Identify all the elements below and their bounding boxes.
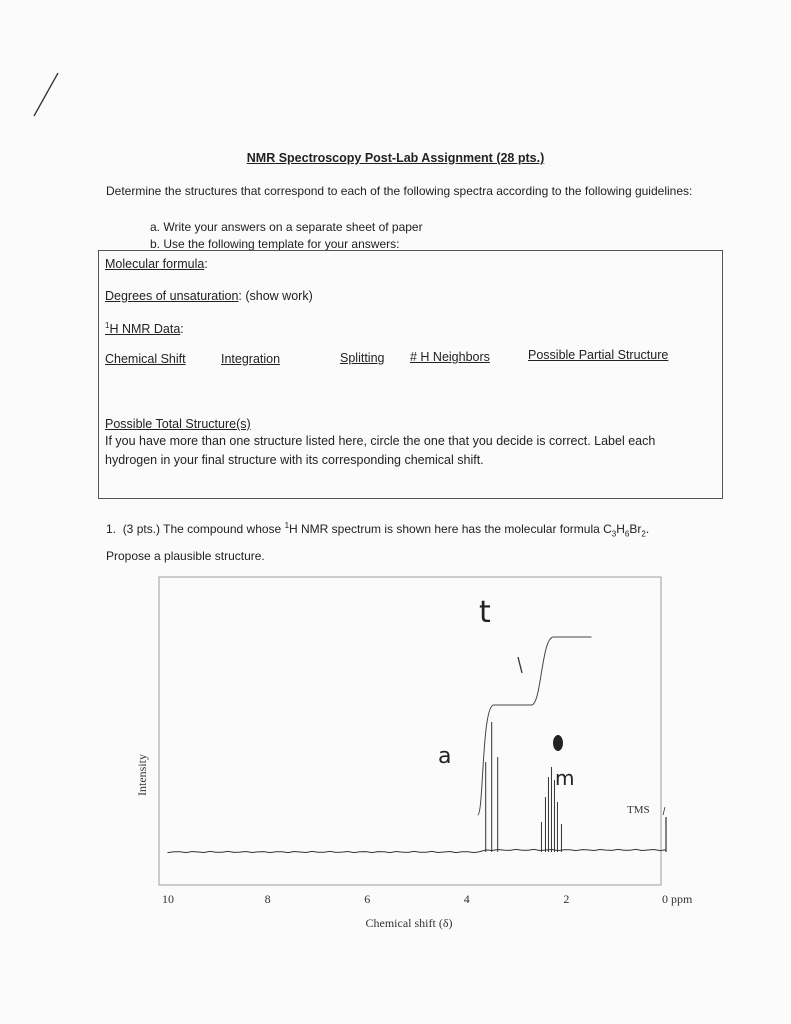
question-sup: 1: [284, 521, 290, 530]
question-period: .: [645, 522, 650, 536]
x-tick-label-10: 10: [162, 892, 174, 906]
question-1-line2: Propose a plausible structure.: [106, 549, 265, 564]
column-chemical-shift: Chemical Shift: [105, 352, 186, 366]
formula-br: Br: [629, 522, 642, 536]
molecular-formula-line: Molecular formula:: [105, 257, 208, 271]
column-partial-structure: Possible Partial Structure: [528, 348, 669, 362]
x-tick-label-8: 8: [264, 892, 271, 906]
question-points: (3 pts.): [122, 522, 161, 536]
annotation-tick-mark: [518, 657, 522, 673]
degrees-label: Degrees of unsaturation: [105, 289, 239, 303]
spectrum-marks: [162, 637, 693, 906]
annotation-a: a: [438, 744, 452, 769]
formula-sub-3: 3: [611, 529, 617, 539]
nmr-data-label: H NMR Data: [109, 322, 181, 337]
spectrum-baseline: [168, 849, 666, 852]
formula-sub-2: 2: [641, 529, 646, 539]
annotation-t: t: [479, 595, 491, 630]
column-h-neighbors: # H Neighbors: [410, 350, 490, 364]
x-tick-label-4: 4: [463, 892, 470, 906]
pen-mark: [30, 70, 66, 120]
y-axis-label: Intensity: [135, 754, 149, 796]
total-structure-label: Possible Total Structure(s): [105, 417, 251, 431]
guideline-b: b. Use the following template for your answers:: [150, 237, 400, 251]
x-tick-label-0-ppm: 0 ppm: [662, 892, 693, 906]
formula-sub-6: 6: [624, 529, 630, 539]
degrees-note: : (show work): [238, 289, 313, 303]
question-1: [106, 515, 726, 567]
x-axis-label: Chemical shift (δ): [365, 916, 453, 930]
column-splitting: Splitting: [340, 351, 385, 365]
column-integration: Integration: [221, 352, 281, 366]
intro-text: Determine the structures that correspond to each of the following spectra according to the following guidelines:: [106, 184, 693, 198]
answer-template-box: [98, 250, 723, 499]
degrees-line: [105, 289, 313, 303]
question-text-b: H NMR spectrum is shown here has the molecular formula C: [289, 522, 612, 536]
template-instructions: If you have more than one structure listed here, circle the one that you decide is correct. Label each hydrogen in your final structure with its corresponding chemical shift.: [105, 434, 656, 467]
plot-frame: [159, 577, 661, 885]
molecular-formula-label: Molecular formula: [105, 257, 205, 271]
page-title: NMR Spectroscopy Post-Lab Assignment (28 pts.): [246, 151, 545, 165]
tms-pointer: [663, 807, 665, 815]
question-text-a: The compound whose: [163, 522, 285, 536]
nmr-data-line: $^1$H NMR Data:: [105, 321, 184, 337]
nmr-superscript: 1: [105, 321, 110, 330]
tms-label: TMS: [627, 804, 650, 816]
x-tick-label-6: 6: [364, 892, 371, 906]
guideline-a: a. Write your answers on a separate sheet of paper: [150, 220, 423, 234]
formula-h: H: [616, 522, 625, 536]
annotation-blot: [553, 735, 563, 751]
x-tick-label-2: 2: [563, 892, 570, 906]
nmr-spectrum-chart: [130, 565, 730, 940]
question-number: 1.: [106, 522, 117, 536]
question-1-line1: [106, 515, 726, 545]
annotation-m: m: [555, 766, 575, 790]
